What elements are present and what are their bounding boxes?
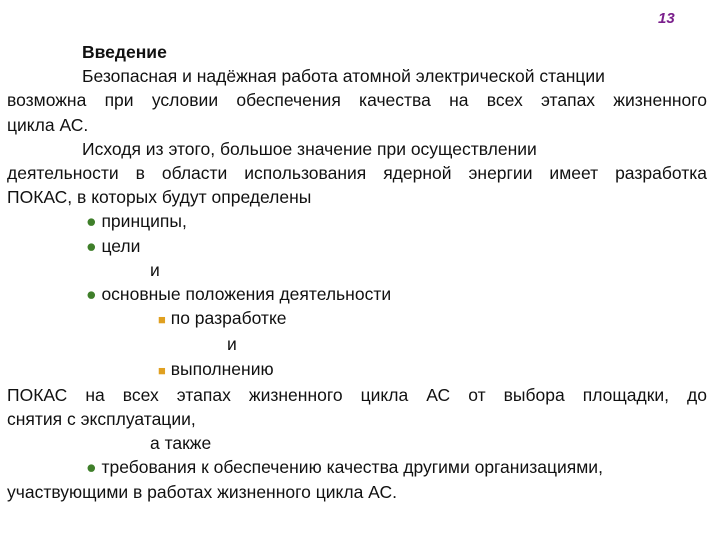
bullet-icon: ●: [86, 284, 97, 305]
list-item: [7, 209, 707, 233]
paragraph-line: Безопасная и надёжная работа атомной электрической станции: [82, 66, 605, 87]
sub-list-item: [7, 306, 707, 332]
conjunction: и: [227, 334, 237, 355]
list-item: [7, 282, 707, 306]
paragraph-line: деятельности в области использования ядерной энергии имеет разработка: [7, 163, 707, 184]
paragraph-line: участвующими в работах жизненного цикла АС.: [7, 481, 397, 502]
square-bullet-icon: ■: [158, 312, 166, 328]
paragraph-line: ПОКАС, в которых будут определены: [7, 187, 312, 208]
paragraph-line: Исходя из этого, большое значение при осуществлении: [82, 138, 537, 159]
bullet-icon: ●: [86, 235, 97, 256]
list-item-text: требования к обеспечению качества другими организациями,: [101, 457, 603, 478]
conjunction: и: [150, 259, 160, 280]
paragraph-line: ПОКАС на всех этапах жизненного цикла АС от выбора площадки, до: [7, 384, 707, 405]
document-body: [7, 40, 707, 504]
list-item-text: цели: [101, 235, 141, 256]
conjunction: а также: [150, 433, 212, 454]
page-number: 13: [658, 10, 675, 27]
list-item-text: основные положения деятельности: [101, 284, 392, 305]
paragraph-line: возможна при условии обеспечения качества на всех этапах жизненного: [7, 90, 707, 111]
section-title: Введение: [82, 42, 167, 62]
square-bullet-icon: ■: [158, 362, 166, 378]
list-item: [7, 234, 707, 258]
bullet-icon: ●: [86, 457, 97, 478]
paragraph-line: цикла АС.: [7, 114, 89, 135]
sub-list-item-text: выполнению: [170, 358, 274, 379]
sub-list-item: [7, 357, 707, 383]
list-item: [7, 455, 707, 479]
bullet-icon: ●: [86, 211, 97, 232]
sub-list-item-text: по разработке: [170, 308, 287, 329]
list-item-text: принципы,: [101, 211, 187, 232]
paragraph-line: снятия с эксплуатации,: [7, 409, 196, 430]
